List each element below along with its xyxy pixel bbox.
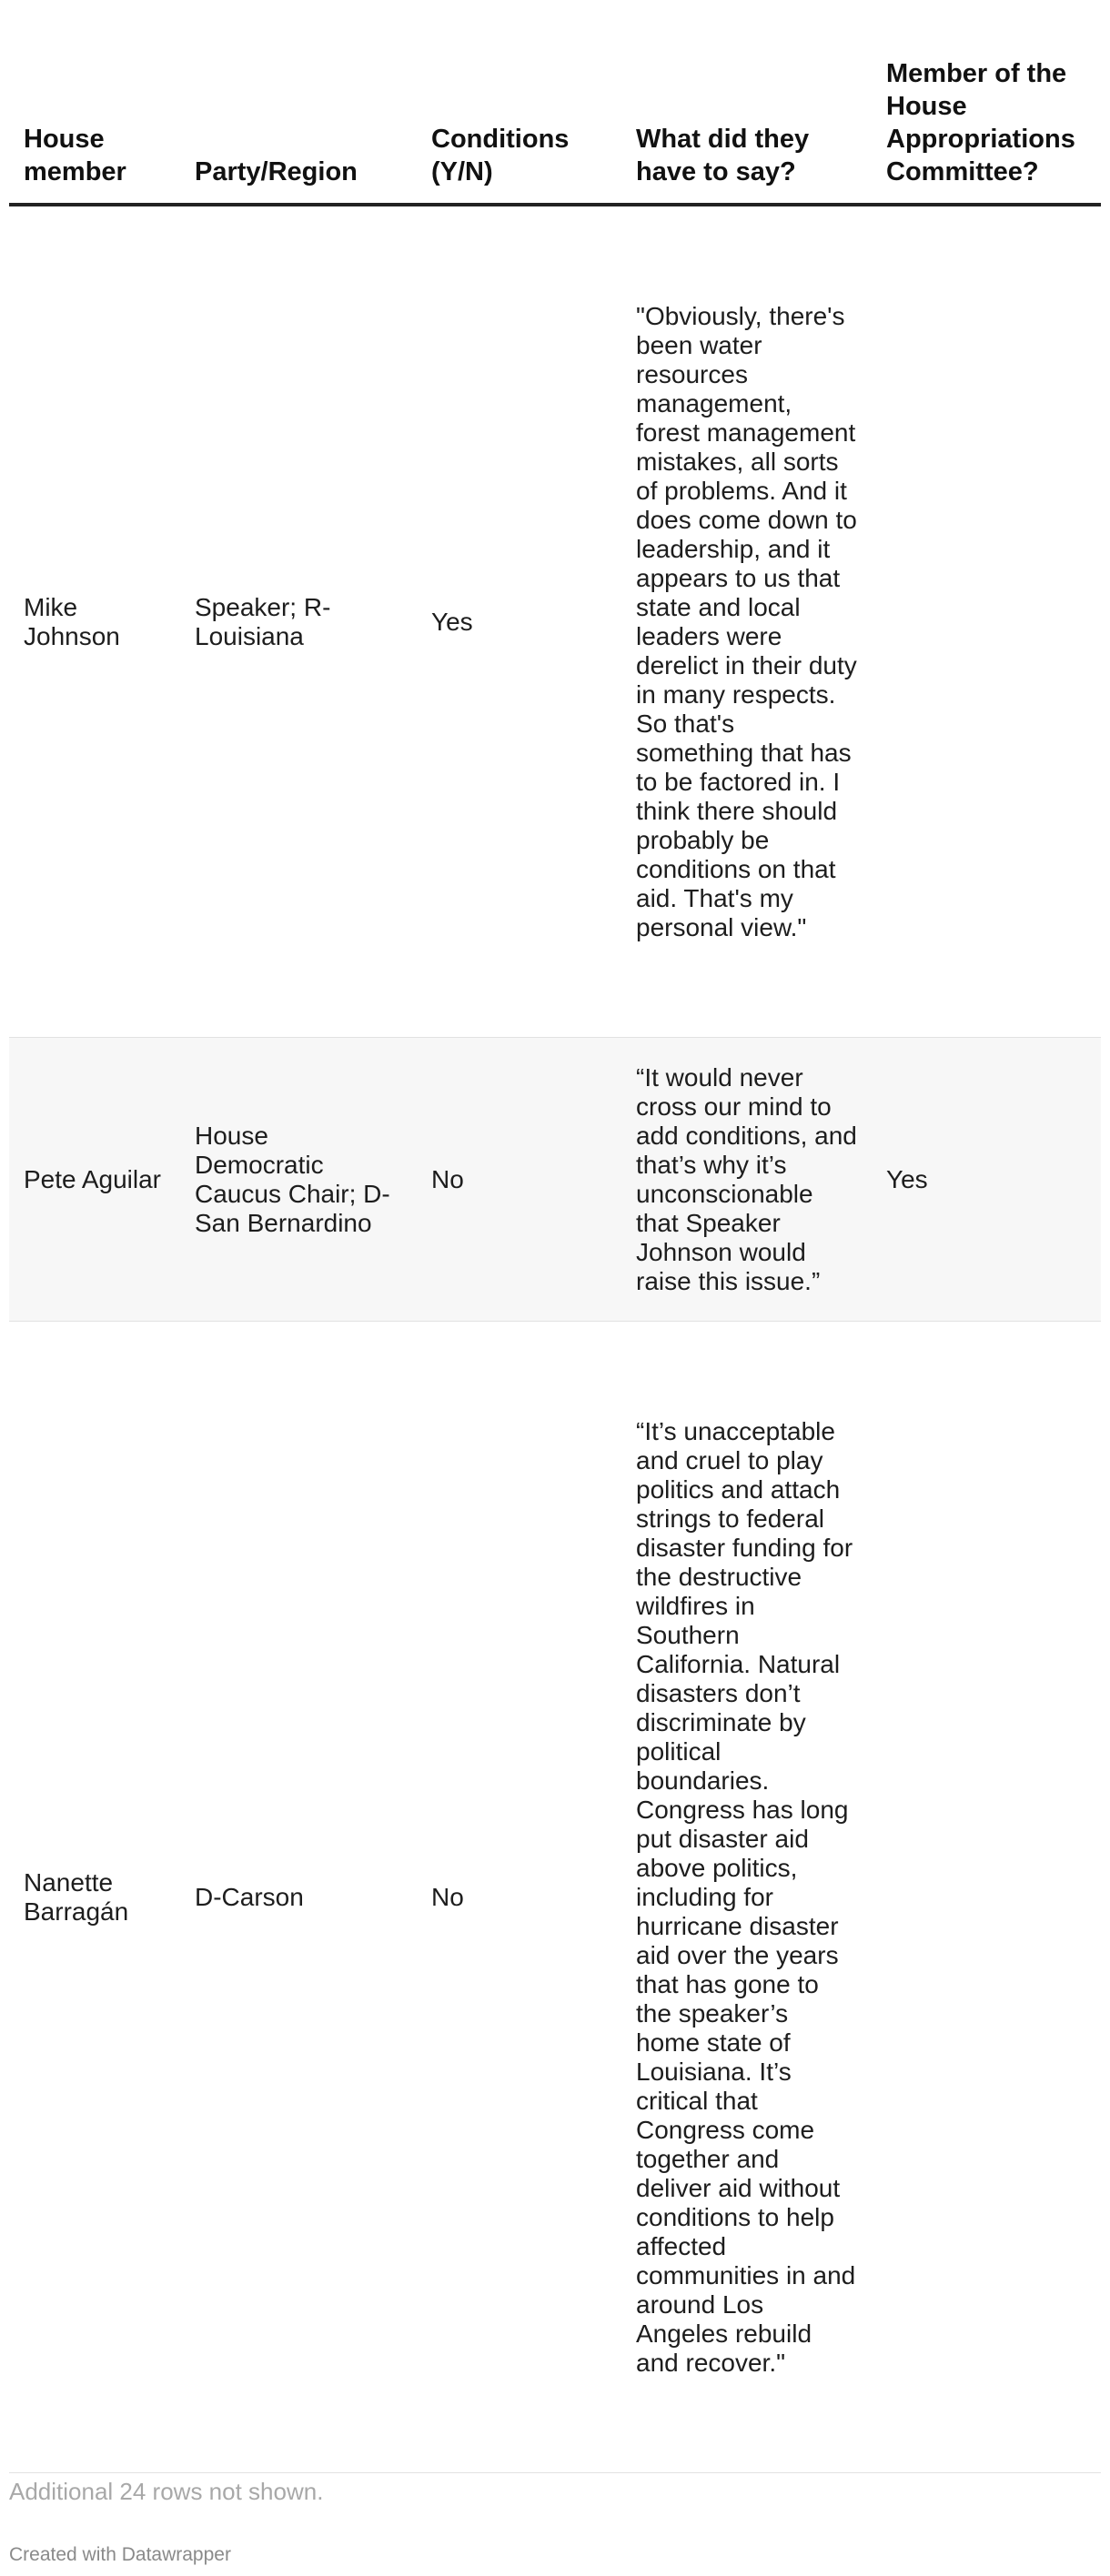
cell-quote: “It would never cross our mind to add conditions, and that’s why it’s unconscionable that Speaker Johnson would raise this issue.” [621,1038,872,1322]
column-header-conditions[interactable]: Conditions (Y/N) [417,0,621,205]
cell-party-region: House Democratic Caucus Chair; D-San Bernardino [180,1038,417,1322]
cell-member: Mike Johnson [9,205,180,1038]
cell-member: Pete Aguilar [9,1038,180,1322]
house-members-table [9,0,1101,2473]
cell-party-region: D-Carson [180,1322,417,2473]
cell-conditions: No [417,1322,621,2473]
datawrapper-credit[interactable]: Created with Datawrapper [9,2544,231,2565]
header-row [9,0,1101,205]
cell-appropriations [872,205,1101,1038]
cell-conditions: Yes [417,205,621,1038]
data-table-container [9,0,1101,2473]
cell-appropriations: Yes [872,1038,1101,1322]
additional-rows-note: Additional 24 rows not shown. [9,2478,324,2505]
column-header-house-member[interactable]: House member [9,0,180,205]
cell-quote: “It’s unacceptable and cruel to play politics and attach strings to federal disaster funding for the destructive wildfires in Southern California. Natural disasters don’t discriminate by political boundaries. Congress has long put disaster aid above politics, including for hurricane disaster aid over the years that has gone to the speaker’s home state of Louisiana. It’s critical that Congress come together and deliver aid without conditions to help affected communities in and around Los Angeles rebuild and recover." [621,1322,872,2473]
cell-conditions: No [417,1038,621,1322]
table-header [9,0,1101,205]
column-header-party-region[interactable]: Party/Region [180,0,417,205]
table-row [9,205,1101,1038]
cell-party-region: Speaker; R-Louisiana [180,205,417,1038]
table-row [9,1322,1101,2473]
cell-member: Nanette Barragán [9,1322,180,2473]
cell-quote: "Obviously, there's been water resources management, forest management mistakes, all sorts of problems. And it does come down to leadership, and it appears to us that state and local leaders were derelict in their duty in many respects. So that's something that has to be factored in. I think there should probably be conditions on that aid. That's my personal view." [621,205,872,1038]
column-header-quote[interactable]: What did they have to say? [621,0,872,205]
table-row [9,1038,1101,1322]
column-header-appropriations[interactable]: Member of the House Appropriations Committee? [872,0,1101,205]
cell-appropriations [872,1322,1101,2473]
table-body [9,205,1101,2473]
